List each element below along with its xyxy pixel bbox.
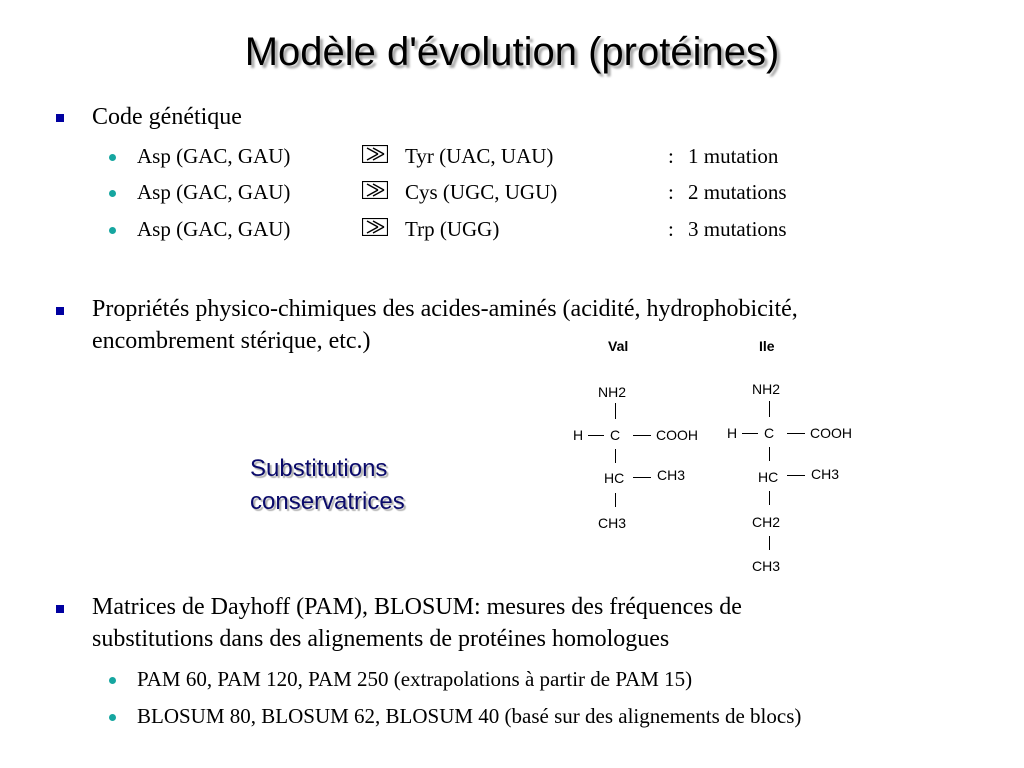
val-hc: HC: [604, 470, 625, 486]
target-amino-acid: Tyr (UAC, UAU): [405, 144, 554, 168]
arrow-box-icon: [362, 145, 388, 163]
bond-line: [588, 435, 604, 436]
valine-label: Val: [608, 338, 629, 354]
round-bullet-icon: [109, 677, 116, 684]
bond-line: [769, 447, 770, 461]
list-item: PAM 60, PAM 120, PAM 250 (extrapolations à partir de PAM 15): [137, 667, 693, 691]
source-amino-acid: Asp (GAC, GAU): [137, 180, 291, 204]
round-bullet-icon: [109, 227, 116, 234]
round-bullet-icon: [109, 190, 116, 197]
square-bullet-icon: [56, 307, 64, 315]
val-c: C: [610, 427, 621, 443]
bond-line: [787, 433, 805, 434]
colon-separator: :: [668, 144, 674, 168]
square-bullet-icon: [56, 114, 64, 122]
arrow-box-icon: [362, 181, 388, 199]
square-bullet-icon: [56, 605, 64, 613]
round-bullet-icon: [109, 154, 116, 161]
page-title: Modèle d'évolution (protéines): [244, 30, 780, 74]
section2-line2: encombrement stérique, etc.): [92, 328, 371, 354]
bond-line: [787, 475, 805, 476]
ile-hc: HC: [758, 469, 779, 485]
callout-line1: Substitutions: [250, 455, 388, 482]
val-h: H: [573, 427, 584, 443]
val-ch3-side: CH3: [657, 467, 686, 483]
list-item: BLOSUM 80, BLOSUM 62, BLOSUM 40 (basé sur des alignements de blocs): [137, 704, 802, 728]
colon-separator: :: [668, 180, 674, 204]
bond-line: [615, 493, 616, 507]
section3-line2: substitutions dans des alignements de protéines homologues: [92, 626, 670, 652]
round-bullet-icon: [109, 714, 116, 721]
target-amino-acid: Trp (UGG): [405, 217, 500, 241]
callout-line2: conservatrices: [250, 488, 405, 515]
ile-cooh: COOH: [810, 425, 852, 441]
mutation-count: 1 mutation: [688, 144, 779, 168]
ile-h: H: [727, 425, 738, 441]
section3-line1: Matrices de Dayhoff (PAM), BLOSUM: mesures des fréquences de: [92, 594, 742, 620]
mutation-count: 3 mutations: [688, 217, 787, 241]
section2-line1: Propriétés physico-chimiques des acides-aminés (acidité, hydrophobicité,: [92, 296, 798, 322]
isoleucine-label: Ile: [759, 338, 775, 354]
target-amino-acid: Cys (UGC, UGU): [405, 180, 558, 204]
bond-line: [615, 403, 616, 419]
bond-line: [633, 477, 651, 478]
val-nh2: NH2: [598, 384, 627, 400]
mutation-count: 2 mutations: [688, 180, 787, 204]
colon-separator: :: [668, 217, 674, 241]
bond-line: [769, 536, 770, 550]
val-ch3-bottom: CH3: [598, 515, 627, 531]
ile-nh2: NH2: [752, 381, 781, 397]
ile-ch3-side: CH3: [811, 466, 840, 482]
val-cooh: COOH: [656, 427, 698, 443]
bond-line: [769, 401, 770, 417]
source-amino-acid: Asp (GAC, GAU): [137, 144, 291, 168]
source-amino-acid: Asp (GAC, GAU): [137, 217, 291, 241]
bond-line: [769, 491, 770, 505]
arrow-box-icon: [362, 218, 388, 236]
section1-heading: Code génétique: [92, 104, 242, 130]
ile-c: C: [764, 425, 775, 441]
bond-line: [742, 433, 758, 434]
bond-line: [615, 449, 616, 463]
ile-ch3-bottom: CH3: [752, 558, 781, 574]
ile-ch2: CH2: [752, 514, 781, 530]
bond-line: [633, 435, 651, 436]
